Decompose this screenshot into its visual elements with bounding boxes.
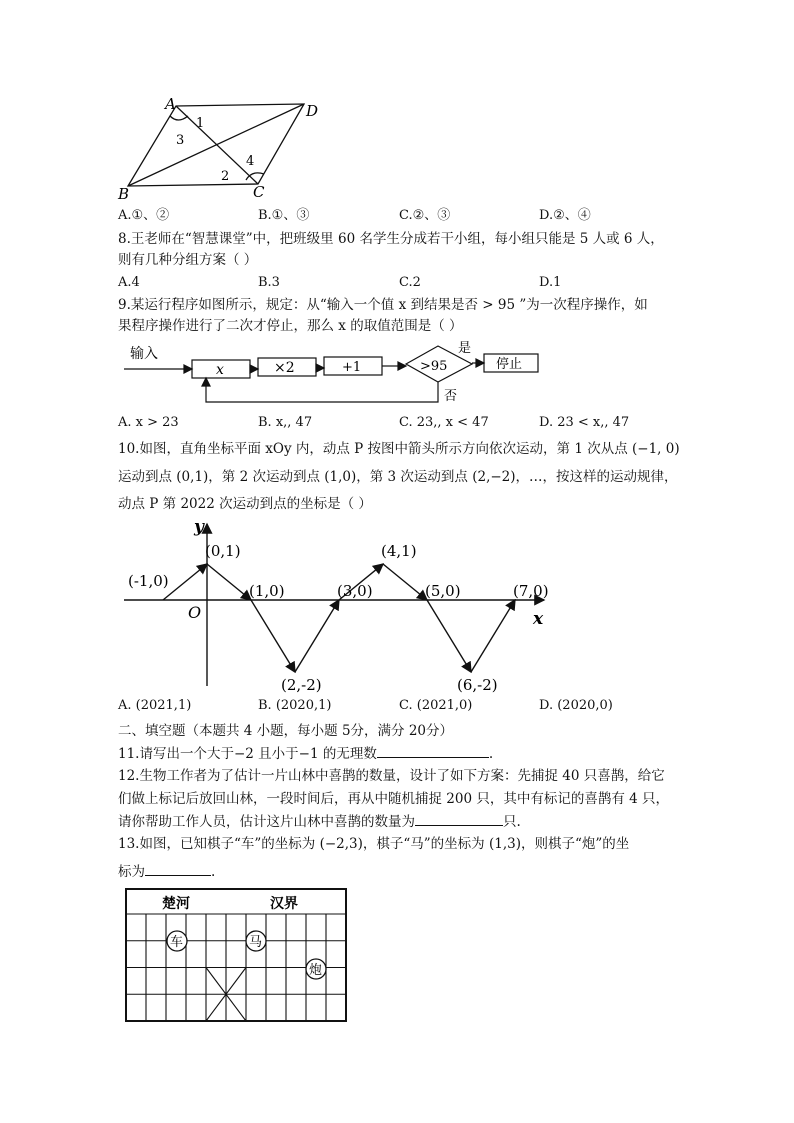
y-axis-label: y — [194, 517, 204, 537]
motion-segment — [251, 600, 295, 672]
q8-option-d[interactable]: D.1 — [539, 275, 562, 290]
parallelogram-figure — [112, 94, 332, 202]
flow-diamond-condition: >95 — [420, 359, 448, 374]
piece-ma[interactable] — [246, 931, 266, 951]
q11-end: . — [488, 746, 494, 762]
x-axis-label: x — [533, 609, 544, 629]
flow-stop-label: 停止 — [496, 357, 523, 372]
q7-option-d[interactable]: D.②、④ — [539, 208, 591, 223]
q9-option-a[interactable]: A. x > 23 — [118, 415, 179, 430]
motion-segment — [295, 600, 339, 672]
q9-option-b[interactable]: B. x,, 47 — [258, 415, 313, 430]
q11-text — [118, 743, 493, 764]
point-label: (3,0) — [337, 582, 373, 600]
piece-pao-label: 炮 — [309, 963, 323, 978]
angle-3: 3 — [176, 133, 185, 148]
angle-1: 1 — [196, 116, 205, 131]
q10-text-line3: 动点 P 第 2022 次运动到点的坐标是（ ） — [118, 496, 372, 512]
piece-ma-label: 马 — [249, 935, 263, 950]
flow-input-label: 输入 — [130, 346, 158, 362]
vertex-c: C — [253, 183, 265, 201]
q7-option-a[interactable]: A.①、② — [118, 208, 170, 223]
q8-option-a[interactable]: A.4 — [118, 275, 140, 290]
section-heading: 二、填空题（本题共 4 小题，每小题 5分，满分 20分） — [118, 723, 454, 739]
q10-option-a[interactable]: A. (2021,1) — [118, 698, 192, 713]
q13-end: . — [211, 864, 216, 880]
q9-text-line1: 9.某运行程序如图所示，规定：从“输入一个值 x 到结果是否 > 95 ”为一次程序操作，如 — [118, 297, 648, 313]
flow-box-plus1: +1 — [342, 360, 362, 375]
q12-answer-blank[interactable] — [415, 811, 503, 826]
point-label: (0,1) — [205, 542, 241, 560]
flow-yes-label: 是 — [458, 341, 472, 356]
q8-option-b[interactable]: B.3 — [258, 275, 280, 290]
q7-option-c[interactable]: C.②、③ — [399, 208, 451, 223]
q12-question: 请你帮助工作人员，估计这片山林中喜鹊的数量为 — [118, 814, 415, 830]
angle-4: 4 — [246, 154, 255, 169]
vertex-d: D — [306, 102, 319, 120]
vertex-b: B — [118, 185, 130, 202]
chess-board-figure — [118, 886, 352, 1026]
q12-end: 只. — [503, 814, 521, 830]
point-label: (1,0) — [249, 582, 285, 600]
motion-segment — [471, 600, 515, 672]
q11-question: 11.请写出一个大于−2 且小于−1 的无理数 — [118, 746, 377, 762]
angle-2: 2 — [221, 169, 230, 184]
motion-segment — [207, 564, 251, 600]
vertex-a: A — [165, 95, 176, 113]
river-right-label: 汉界 — [270, 896, 298, 912]
point-label: (-1,0) — [128, 572, 169, 590]
q10-option-b[interactable]: B. (2020,1) — [258, 698, 332, 713]
q10-option-c[interactable]: C. (2021,0) — [399, 698, 473, 713]
point-label: (5,0) — [425, 582, 461, 600]
q9-option-c[interactable]: C. 23,, x < 47 — [399, 415, 489, 430]
origin-label: O — [188, 603, 202, 622]
river-left-label: 楚河 — [162, 896, 190, 912]
q11-answer-blank[interactable] — [377, 743, 489, 758]
point-label: (6,-2) — [457, 676, 498, 694]
program-flowchart — [122, 336, 572, 408]
flow-no-label: 否 — [444, 389, 458, 404]
piece-che[interactable] — [167, 931, 187, 951]
motion-segment — [383, 564, 427, 600]
q13-answer-blank[interactable] — [145, 861, 211, 876]
q12-text-line1: 12.生物工作者为了估计一片山林中喜鹊的数量，设计了如下方案：先捕捉 40 只喜鹊，给它 — [118, 768, 665, 784]
q13-text-line2 — [118, 861, 215, 882]
q8-text-line1: 8.王老师在“智慧课堂”中，把班级里 60 名学生分成若干小组，每小组只能是 5 人或 6 人， — [118, 231, 664, 247]
piece-che-label: 车 — [170, 935, 184, 950]
motion-path-graph — [120, 516, 560, 694]
piece-pao[interactable] — [306, 959, 326, 979]
q9-option-d[interactable]: D. 23 < x,, 47 — [539, 415, 630, 430]
q10-text-line2: 运动到点 (0,1)，第 2 次运动到点 (1,0)，第 3 次运动到点 (2,−2)，…，按这样的运动规律， — [118, 469, 678, 485]
q9-text-line2: 果程序操作进行了二次才停止，那么 x 的取值范围是（ ） — [118, 318, 463, 334]
q8-text-line2: 则有几种分组方案（ ） — [118, 252, 258, 268]
flow-box-times2: ×2 — [274, 360, 295, 376]
q10-option-d[interactable]: D. (2020,0) — [539, 698, 613, 713]
q7-option-b[interactable]: B.①、③ — [258, 208, 310, 223]
motion-segment — [163, 564, 207, 600]
point-label: (4,1) — [381, 542, 417, 560]
q10-text-line1: 10.如图，直角坐标平面 xOy 内，动点 P 按图中箭头所示方向依次运动，第 1 次从点 (−1, 0) — [118, 441, 680, 457]
motion-segment — [427, 600, 471, 672]
q12-text-line2: 们做上标记后放回山林，一段时间后，再从中随机捕捉 200 只，其中有标记的喜鹊有 4 只， — [118, 791, 670, 807]
q8-option-c[interactable]: C.2 — [399, 275, 421, 290]
flow-box-x: x — [216, 362, 224, 378]
q13-question: 标为 — [118, 864, 145, 880]
q13-text-line1: 13.如图，已知棋子“车”的坐标为 (−2,3)，棋子“马”的坐标为 (1,3)，则棋子“炮”的坐 — [118, 836, 630, 852]
point-label: (7,0) — [513, 582, 549, 600]
point-label: (2,-2) — [281, 676, 322, 694]
q12-text-line3 — [118, 811, 521, 832]
